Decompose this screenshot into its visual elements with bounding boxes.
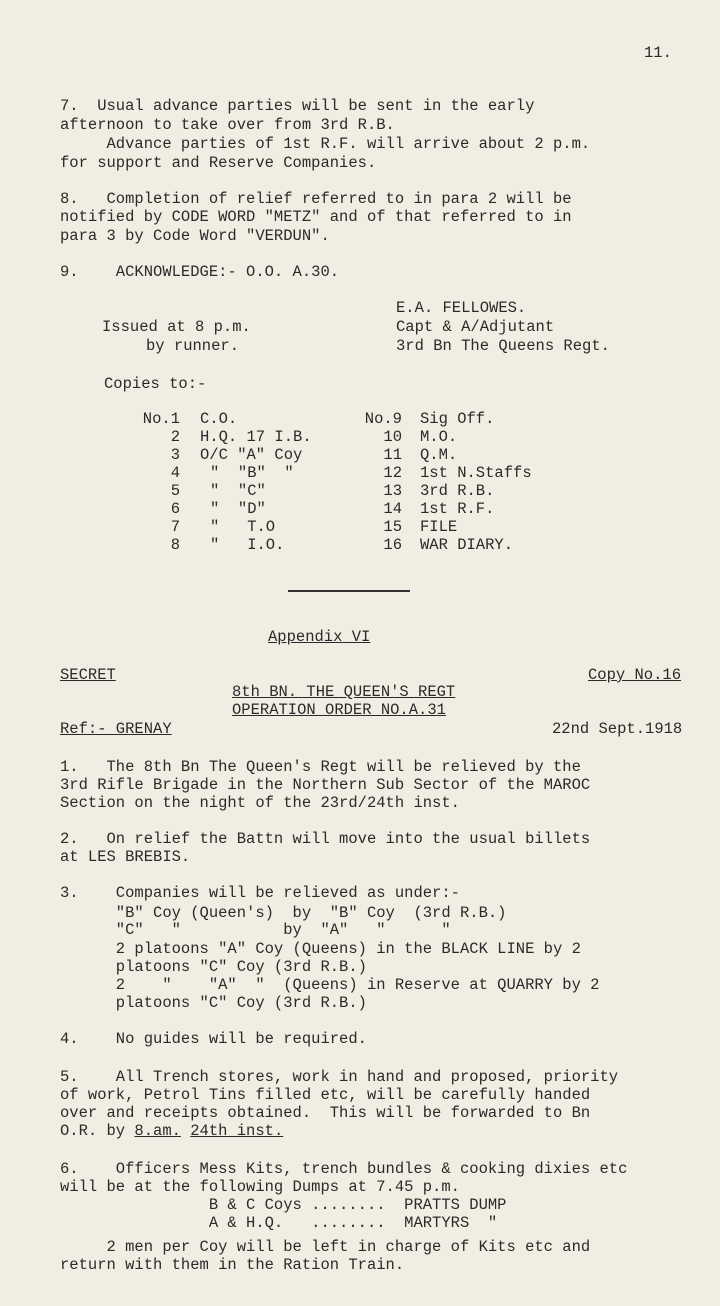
order-para-3-line-1: 3. Companies will be relieved as under:- [60,884,460,902]
order-para-3-line-7: platoons "C" Coy (3rd R.B.) [60,994,367,1012]
para-7-line-2: afternoon to take over from 3rd R.B. [60,116,395,134]
copy-recipient: 1st N.Staffs [420,464,532,482]
copy-recipient: Q.M. [420,446,458,464]
order-para-1-line-1: 1. The 8th Bn The Queen's Regt will be relieved by the [60,758,581,776]
copy-recipient: " "B" " [210,464,294,482]
copy-recipient: H.Q. 17 I.B. [200,428,312,446]
copy-no: 16 [383,536,402,554]
order-title-2: OPERATION ORDER NO.A.31 [232,701,446,719]
order-para-3-line-6: 2 " "A" " (Queens) in Reserve at QUARRY by 2 [60,976,600,994]
copy-no: 6 [170,500,180,518]
order-para-6-line-3: B & C Coys ........ PRATTS DUMP [60,1196,507,1214]
signature-rank: Capt & A/Adjutant [396,318,555,336]
copy-no: 13 [383,482,402,500]
copy-recipient: " "D" [210,500,266,518]
order-para-6-line-1: 6. Officers Mess Kits, trench bundles & cooking dixies etc [60,1160,628,1178]
order-para-1-line-3: Section on the night of the 23rd/24th inst. [60,794,460,812]
copy-no: 15 [383,518,402,536]
copy-no: 12 [383,464,402,482]
order-para-5-line-4-text: O.R. by [60,1122,135,1140]
order-para-4: 4. No guides will be required. [60,1030,367,1048]
copy-number: Copy No.16 [588,666,682,684]
para-7-line-4: for support and Reserve Companies. [60,154,377,172]
copy-no: No.9 [364,410,402,428]
order-para-3-line-5: platoons "C" Coy (3rd R.B.) [60,958,367,976]
para-8-line-3: para 3 by Code Word "VERDUN". [60,227,330,245]
copy-recipient: " T.O [210,518,276,536]
copy-no: 11 [383,446,402,464]
secret-marking: SECRET [60,666,116,684]
copy-no: 7 [170,518,180,536]
order-para-3-line-4: 2 platoons "A" Coy (Queens) in the BLACK LINE by 2 [60,940,581,958]
copy-recipient: Sig Off. [420,410,495,428]
copy-no: No.1 [142,410,180,428]
copy-no: 3 [170,446,180,464]
copy-no: 8 [170,536,180,554]
order-para-3-line-2: "B" Coy (Queen's) by "B" Coy (3rd R.B.) [60,904,507,922]
reference: Ref:- GRENAY [60,720,172,738]
para-8-line-1: 8. Completion of relief referred to in para 2 will be [60,190,572,208]
copy-recipient: M.O. [420,428,458,446]
copy-recipient: 3rd R.B. [420,482,495,500]
section-divider [288,590,410,592]
order-para-3-line-3: "C" " by "A" " " [60,921,451,939]
copy-recipient: WAR DIARY. [420,536,514,554]
order-para-5-line-4 [60,1122,283,1140]
order-para-5-line-2: of work, Petrol Tins filled etc, will be carefully handed [60,1086,591,1104]
appendix-title: Appendix VI [268,628,371,646]
copy-no: 14 [383,500,402,518]
copy-no: 2 [170,428,180,446]
order-para-6-line-5: 2 men per Coy will be left in charge of Kits etc and [60,1238,591,1256]
copy-recipient: FILE [420,518,458,536]
copy-recipient: C.O. [200,410,238,428]
copy-no: 4 [170,464,180,482]
order-title-1: 8th BN. THE QUEEN'S REGT [232,683,456,701]
order-date: 22nd Sept.1918 [552,720,683,738]
signature-name: E.A. FELLOWES. [396,299,527,317]
copy-no: 10 [383,428,402,446]
order-para-2-line-2: at LES BREBIS. [60,848,191,866]
issued-line-1: Issued at 8 p.m. [102,318,251,336]
order-para-5-line-3: over and receipts obtained. This will be forwarded to Bn [60,1104,591,1122]
copy-no: 5 [170,482,180,500]
order-para-6-line-6: return with them in the Ration Train. [60,1256,405,1274]
copy-recipient: " "C" [210,482,266,500]
para-7-line-3: Advance parties of 1st R.F. will arrive about 2 p.m. [60,135,591,153]
order-para-5-date: 24th inst. [190,1122,284,1140]
copy-recipient: O/C "A" Coy [200,446,303,464]
copies-label: Copies to:- [104,375,207,393]
order-para-2-line-1: 2. On relief the Battn will move into the usual billets [60,830,591,848]
order-para-6-line-4: A & H.Q. ........ MARTYRS " [60,1214,498,1232]
page-number: 11. [644,44,672,62]
order-para-5-line-1: 5. All Trench stores, work in hand and proposed, priority [60,1068,619,1086]
signature-unit: 3rd Bn The Queens Regt. [396,337,610,355]
order-para-5-time: 8.am. [134,1122,181,1140]
order-para-6-line-2: will be at the following Dumps at 7.45 p.m. [60,1178,460,1196]
issued-line-2: by runner. [146,337,240,355]
para-9: 9. ACKNOWLEDGE:- O.O. A.30. [60,263,340,281]
para-8-line-2: notified by CODE WORD "METZ" and of that referred to in [60,208,572,226]
para-7-line-1: 7. Usual advance parties will be sent in the early [60,97,535,115]
copy-recipient: 1st R.F. [420,500,495,518]
copy-recipient: " I.O. [210,536,285,554]
order-para-1-line-2: 3rd Rifle Brigade in the Northern Sub Sector of the MAROC [60,776,591,794]
